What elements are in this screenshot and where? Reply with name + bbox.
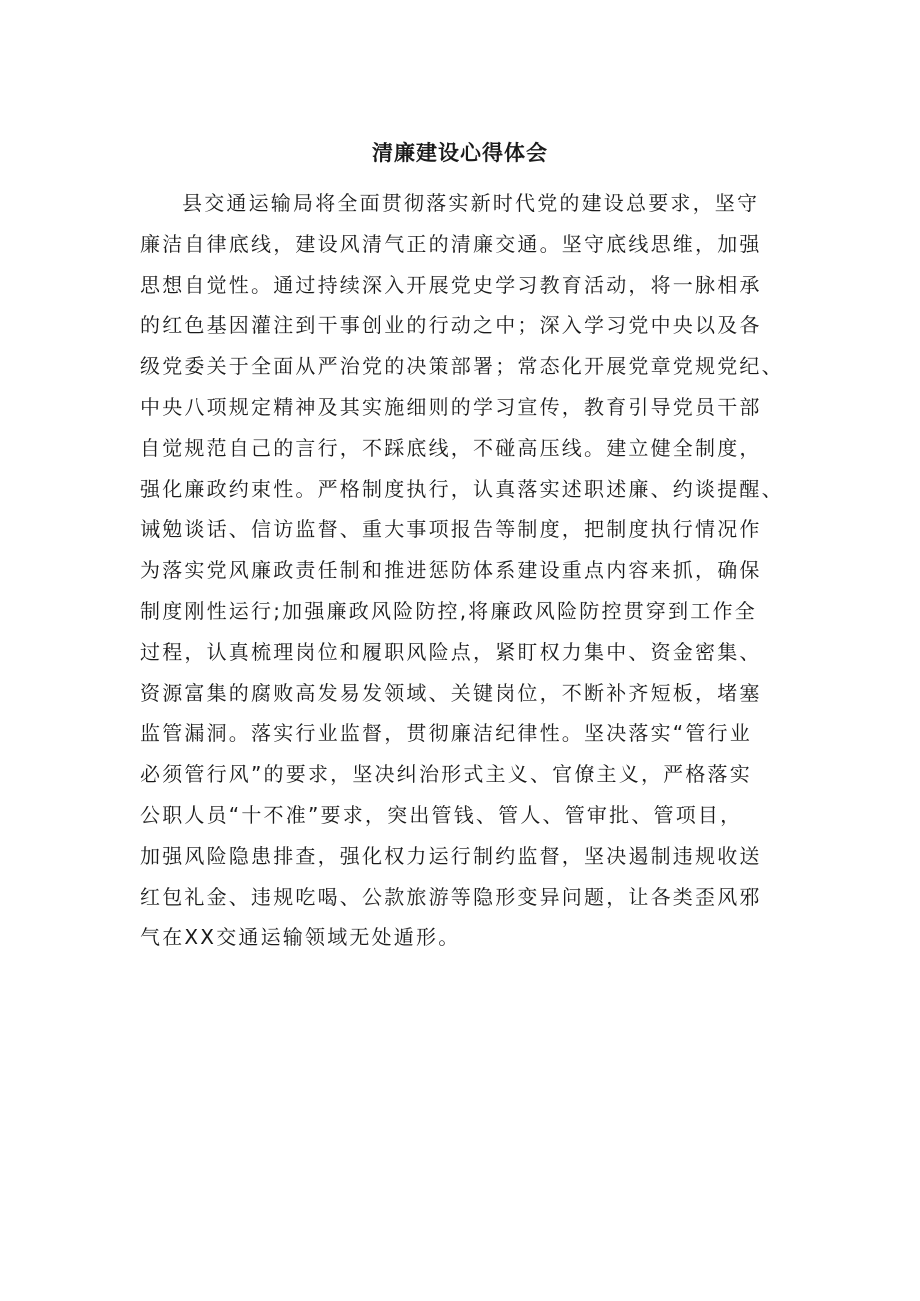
- paragraph-line: 制度刚性运行;加强廉政风险防控,将廉政风险防控贯穿到工作全: [140, 598, 757, 623]
- paragraph-line: 级党委关于全面从严治党的决策部署；常态化开展党章党规党纪、: [140, 354, 784, 379]
- paragraph-line: 必须管行风”的要求，坚决纠治形式主义、官僚主义，严格落实: [140, 762, 752, 787]
- paragraph-line: 为落实党风廉政责任制和推进惩防体系建设重点内容来抓，确保: [140, 558, 762, 583]
- paragraph-line: 加强风险隐患排查，强化权力运行制约监督，坚决遏制违规收送: [140, 843, 762, 868]
- paragraph-line: 自觉规范自己的言行，不踩底线，不碰高压线。建立健全制度，: [140, 435, 762, 460]
- paragraph-line: 县交通运输局将全面贯彻落实新时代党的建设总要求，坚守: [182, 191, 760, 215]
- paragraph-line: 气在XX交通运输领域无处遁形。: [140, 925, 461, 950]
- paragraph-line: 资源富集的腐败高发易发领域、关键岗位，不断补齐短板，堵塞: [140, 680, 762, 705]
- paragraph-line: 的红色基因灌注到干事创业的行动之中；深入学习党中央以及各: [140, 313, 762, 338]
- document-body: [140, 183, 800, 958]
- paragraph-line: 公职人员“十不准”要求，突出管钱、管人、管审批、管项目，: [140, 802, 743, 827]
- paragraph-line: 廉洁自律底线，建设风清气正的清廉交通。坚守底线思维，加强: [140, 231, 762, 256]
- paragraph-line: 思想自觉性。通过持续深入开展党史学习教育活动，将一脉相承: [140, 272, 762, 297]
- paragraph-line: 红包礼金、违规吃喝、公款旅游等隐形变异问题，让各类歪风邪: [140, 884, 762, 909]
- paragraph-line: 诫勉谈话、信访监督、重大事项报告等制度，把制度执行情况作: [140, 517, 762, 542]
- paragraph-line: 监管漏洞。落实行业监督，贯彻廉洁纪律性。坚决落实“管行业: [140, 721, 752, 746]
- paragraph-line: 过程，认真梳理岗位和履职风险点，紧盯权力集中、资金密集、: [140, 639, 762, 664]
- paragraph-line: 强化廉政约束性。严格制度执行，认真落实述职述廉、约谈提醒、: [140, 476, 784, 501]
- document-title: 清廉建设心得体会: [372, 141, 548, 165]
- paragraph-line: 中央八项规定精神及其实施细则的学习宣传，教育引导党员干部: [140, 394, 762, 419]
